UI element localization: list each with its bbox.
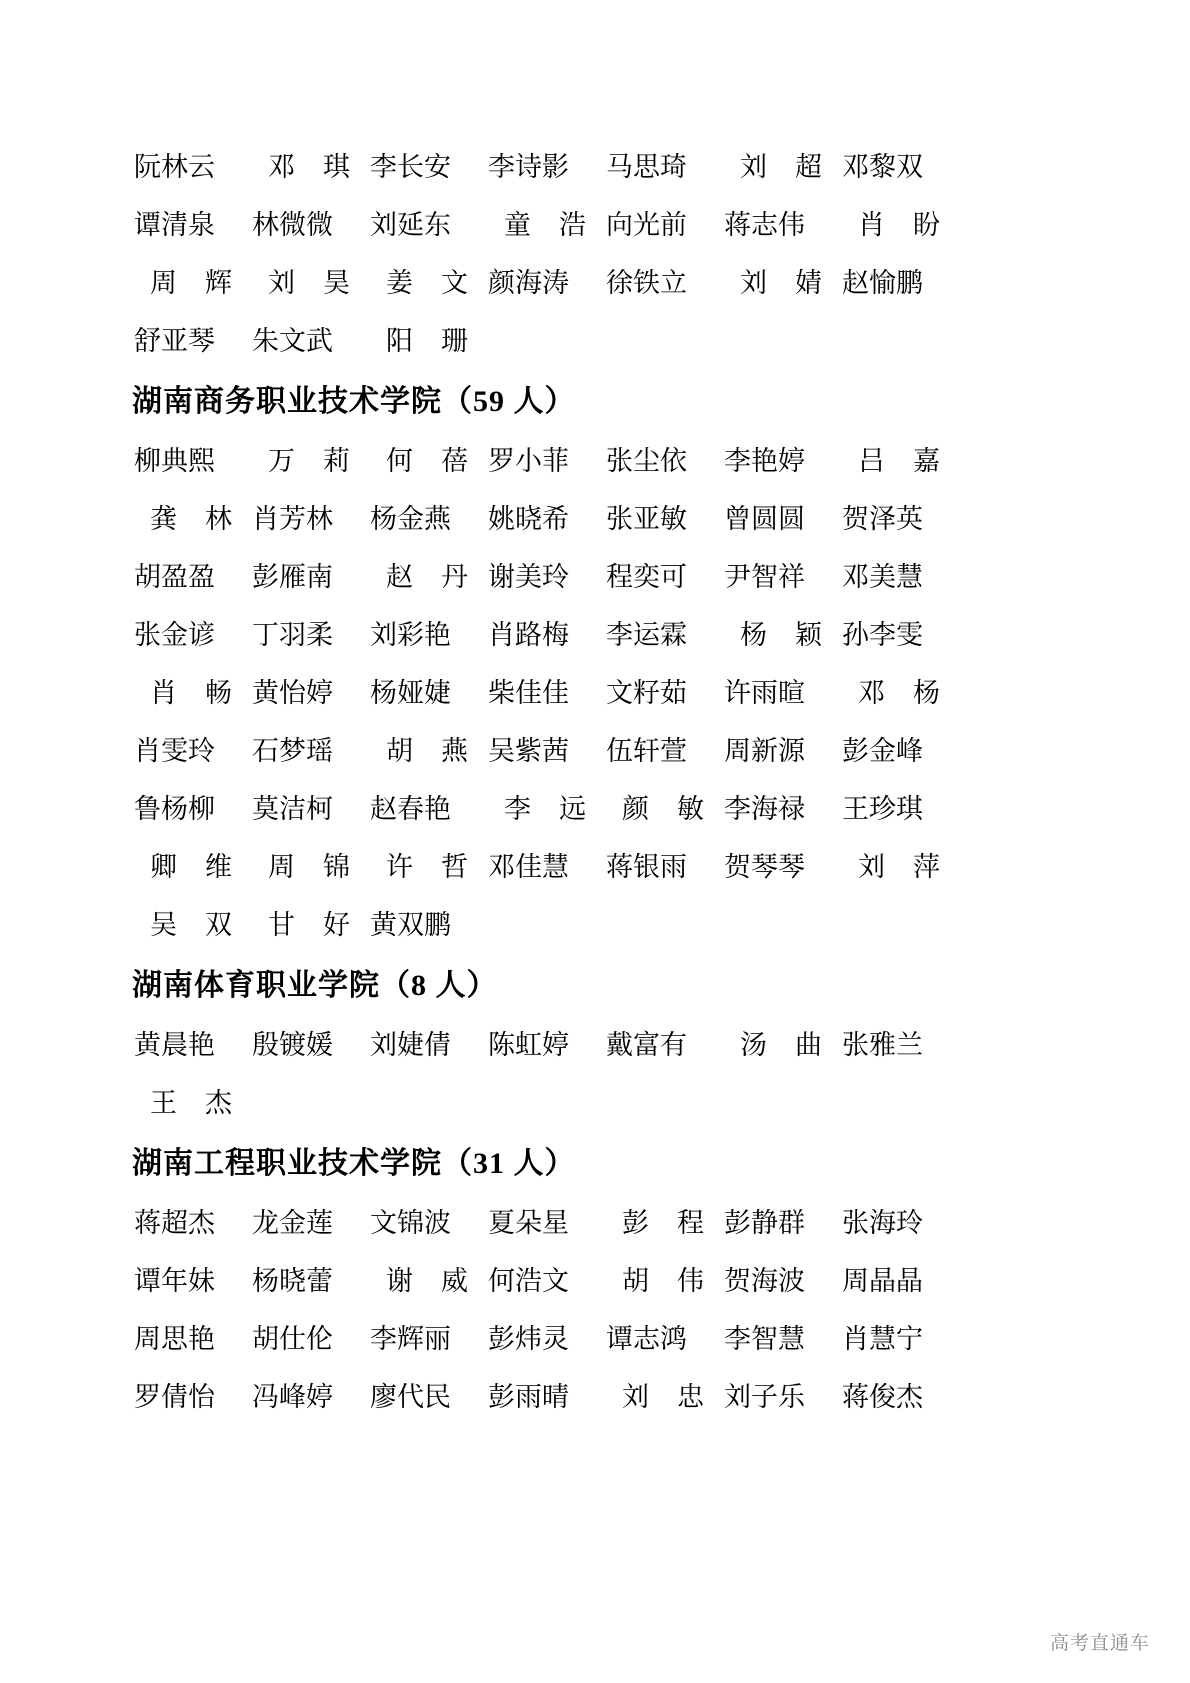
student-name: 黄怡婷 — [252, 678, 333, 708]
section-title: 湖南商务职业技术学院（59 人） — [132, 385, 576, 418]
student-name: 胡仕伦 — [252, 1324, 333, 1354]
student-name: 伍轩萱 — [606, 736, 687, 766]
name-row — [132, 850, 1070, 884]
student-name: 阮林云 — [134, 152, 215, 182]
student-name: 刘 超 — [740, 152, 822, 182]
name-row — [132, 444, 1070, 478]
student-name: 邓 杨 — [858, 678, 940, 708]
student-name: 贺琴琴 — [724, 852, 805, 882]
student-name: 文籽茹 — [606, 678, 687, 708]
student-name: 颜海涛 — [488, 268, 569, 298]
student-name: 张金谚 — [134, 620, 215, 650]
student-name: 甘 好 — [268, 910, 350, 940]
student-name: 姚晓希 — [488, 504, 569, 534]
student-name: 彭雨晴 — [488, 1382, 569, 1412]
student-name: 李智慧 — [724, 1324, 805, 1354]
student-name: 刘 忠 — [622, 1382, 704, 1412]
student-name: 肖 盼 — [858, 210, 940, 240]
student-name: 文锦波 — [370, 1208, 451, 1238]
student-name: 周新源 — [724, 736, 805, 766]
student-name: 谢美玲 — [488, 562, 569, 592]
student-name: 胡 伟 — [622, 1266, 704, 1296]
name-row — [132, 1322, 1070, 1356]
student-name: 周晶晶 — [842, 1266, 923, 1296]
student-name: 李海禄 — [724, 794, 805, 824]
student-name: 石梦瑶 — [252, 736, 333, 766]
student-name: 彭雁南 — [252, 562, 333, 592]
name-row — [132, 1086, 1070, 1120]
student-name: 杨金燕 — [370, 504, 451, 534]
student-name: 张海玲 — [842, 1208, 923, 1238]
student-name: 尹智祥 — [724, 562, 805, 592]
watermark-label: 高考直通车 — [1049, 1633, 1150, 1654]
student-name: 龙金莲 — [252, 1208, 333, 1238]
student-name: 杨娅婕 — [370, 678, 451, 708]
name-row — [132, 1264, 1070, 1298]
student-name: 张雅兰 — [842, 1030, 923, 1060]
name-row — [132, 618, 1070, 652]
student-name: 冯峰婷 — [252, 1382, 333, 1412]
student-name: 谭年妹 — [134, 1266, 215, 1296]
student-name: 夏朵星 — [488, 1208, 569, 1238]
student-name: 杨 颖 — [740, 620, 822, 650]
name-row — [132, 324, 1070, 358]
student-name: 刘彩艳 — [370, 620, 451, 650]
name-section — [132, 1144, 1070, 1414]
student-name: 柴佳佳 — [488, 678, 569, 708]
student-name: 何浩文 — [488, 1266, 569, 1296]
name-row — [132, 1380, 1070, 1414]
student-name: 彭 程 — [622, 1208, 704, 1238]
student-name: 肖慧宁 — [842, 1324, 923, 1354]
student-name: 肖雯玲 — [134, 736, 215, 766]
student-name: 周 锦 — [268, 852, 350, 882]
student-name: 龚 林 — [150, 504, 232, 534]
student-name: 曾圆圆 — [724, 504, 805, 534]
student-name: 蒋超杰 — [134, 1208, 215, 1238]
student-name: 蒋俊杰 — [842, 1382, 923, 1412]
student-name: 贺海波 — [724, 1266, 805, 1296]
name-row — [132, 560, 1070, 594]
student-name: 周 辉 — [150, 268, 232, 298]
student-name: 周思艳 — [134, 1324, 215, 1354]
section-title: 湖南工程职业技术学院（31 人） — [132, 1147, 576, 1180]
name-row — [132, 208, 1070, 242]
name-row — [132, 150, 1070, 184]
student-name: 李艳婷 — [724, 446, 805, 476]
name-row — [132, 676, 1070, 710]
name-row — [132, 792, 1070, 826]
student-name: 刘 婧 — [740, 268, 822, 298]
student-name: 颜 敏 — [622, 794, 704, 824]
student-name: 赵愉鹏 — [842, 268, 923, 298]
student-name: 柳典熙 — [134, 446, 215, 476]
student-name: 童 浩 — [504, 210, 586, 240]
name-row — [132, 1206, 1070, 1240]
student-name: 马思琦 — [606, 152, 687, 182]
student-name: 杨晓蕾 — [252, 1266, 333, 1296]
student-name: 许 哲 — [386, 852, 468, 882]
student-name: 舒亚琴 — [134, 326, 215, 356]
student-name: 万 莉 — [268, 446, 350, 476]
name-section — [132, 966, 1070, 1120]
student-name: 刘延东 — [370, 210, 451, 240]
student-name: 李长安 — [370, 152, 451, 182]
student-name: 向光前 — [606, 210, 687, 240]
student-name: 陈虹婷 — [488, 1030, 569, 1060]
student-name: 李 远 — [504, 794, 586, 824]
student-name: 刘 萍 — [858, 852, 940, 882]
student-name: 谭志鸿 — [606, 1324, 687, 1354]
name-row — [132, 1028, 1070, 1062]
student-name: 朱文武 — [252, 326, 333, 356]
student-name: 刘子乐 — [724, 1382, 805, 1412]
student-name: 黄双鹏 — [370, 910, 451, 940]
student-name: 李辉丽 — [370, 1324, 451, 1354]
student-name: 徐铁立 — [606, 268, 687, 298]
name-section — [132, 150, 1070, 358]
section-title: 湖南体育职业学院（8 人） — [132, 969, 498, 1002]
student-name: 吴紫茜 — [488, 736, 569, 766]
student-name: 蒋银雨 — [606, 852, 687, 882]
student-name: 戴富有 — [606, 1030, 687, 1060]
student-name: 赵 丹 — [386, 562, 468, 592]
student-name: 蒋志伟 — [724, 210, 805, 240]
student-name: 莫洁柯 — [252, 794, 333, 824]
student-name: 肖芳林 — [252, 504, 333, 534]
student-name: 邓黎双 — [842, 152, 923, 182]
student-name: 廖代民 — [370, 1382, 451, 1412]
name-section — [132, 382, 1070, 942]
name-row — [132, 734, 1070, 768]
student-name: 邓美慧 — [842, 562, 923, 592]
student-name: 贺泽英 — [842, 504, 923, 534]
student-name: 殷镀媛 — [252, 1030, 333, 1060]
name-row — [132, 266, 1070, 300]
student-name: 林微微 — [252, 210, 333, 240]
student-name: 彭炜灵 — [488, 1324, 569, 1354]
student-name: 王珍琪 — [842, 794, 923, 824]
student-name: 邓 琪 — [268, 152, 350, 182]
student-name: 胡盈盈 — [134, 562, 215, 592]
student-name: 彭金峰 — [842, 736, 923, 766]
student-name: 彭静群 — [724, 1208, 805, 1238]
student-name: 孙李雯 — [842, 620, 923, 650]
student-name: 李运霖 — [606, 620, 687, 650]
student-name: 张尘依 — [606, 446, 687, 476]
student-name: 刘 昊 — [268, 268, 350, 298]
student-name: 阳 珊 — [386, 326, 468, 356]
student-name: 肖路梅 — [488, 620, 569, 650]
student-name: 丁羽柔 — [252, 620, 333, 650]
student-name: 程奕可 — [606, 562, 687, 592]
student-name: 吕 嘉 — [858, 446, 940, 476]
student-name: 肖 畅 — [150, 678, 232, 708]
student-name: 黄晨艳 — [134, 1030, 215, 1060]
student-name: 李诗影 — [488, 152, 569, 182]
name-list-content — [132, 150, 1070, 1414]
student-name: 王 杰 — [150, 1088, 232, 1118]
student-name: 刘婕倩 — [370, 1030, 451, 1060]
student-name: 姜 文 — [386, 268, 468, 298]
student-name: 何 蓓 — [386, 446, 468, 476]
student-name: 赵春艳 — [370, 794, 451, 824]
name-row — [132, 908, 1070, 942]
student-name: 罗倩怡 — [134, 1382, 215, 1412]
student-name: 张亚敏 — [606, 504, 687, 534]
student-name: 鲁杨柳 — [134, 794, 215, 824]
student-name: 谭清泉 — [134, 210, 215, 240]
student-name: 许雨暄 — [724, 678, 805, 708]
student-name: 谢 威 — [386, 1266, 468, 1296]
student-name: 罗小菲 — [488, 446, 569, 476]
student-name: 吴 双 — [150, 910, 232, 940]
student-name: 汤 曲 — [740, 1030, 822, 1060]
name-row — [132, 502, 1070, 536]
student-name: 邓佳慧 — [488, 852, 569, 882]
student-name: 胡 燕 — [386, 736, 468, 766]
student-name: 卿 维 — [150, 852, 232, 882]
